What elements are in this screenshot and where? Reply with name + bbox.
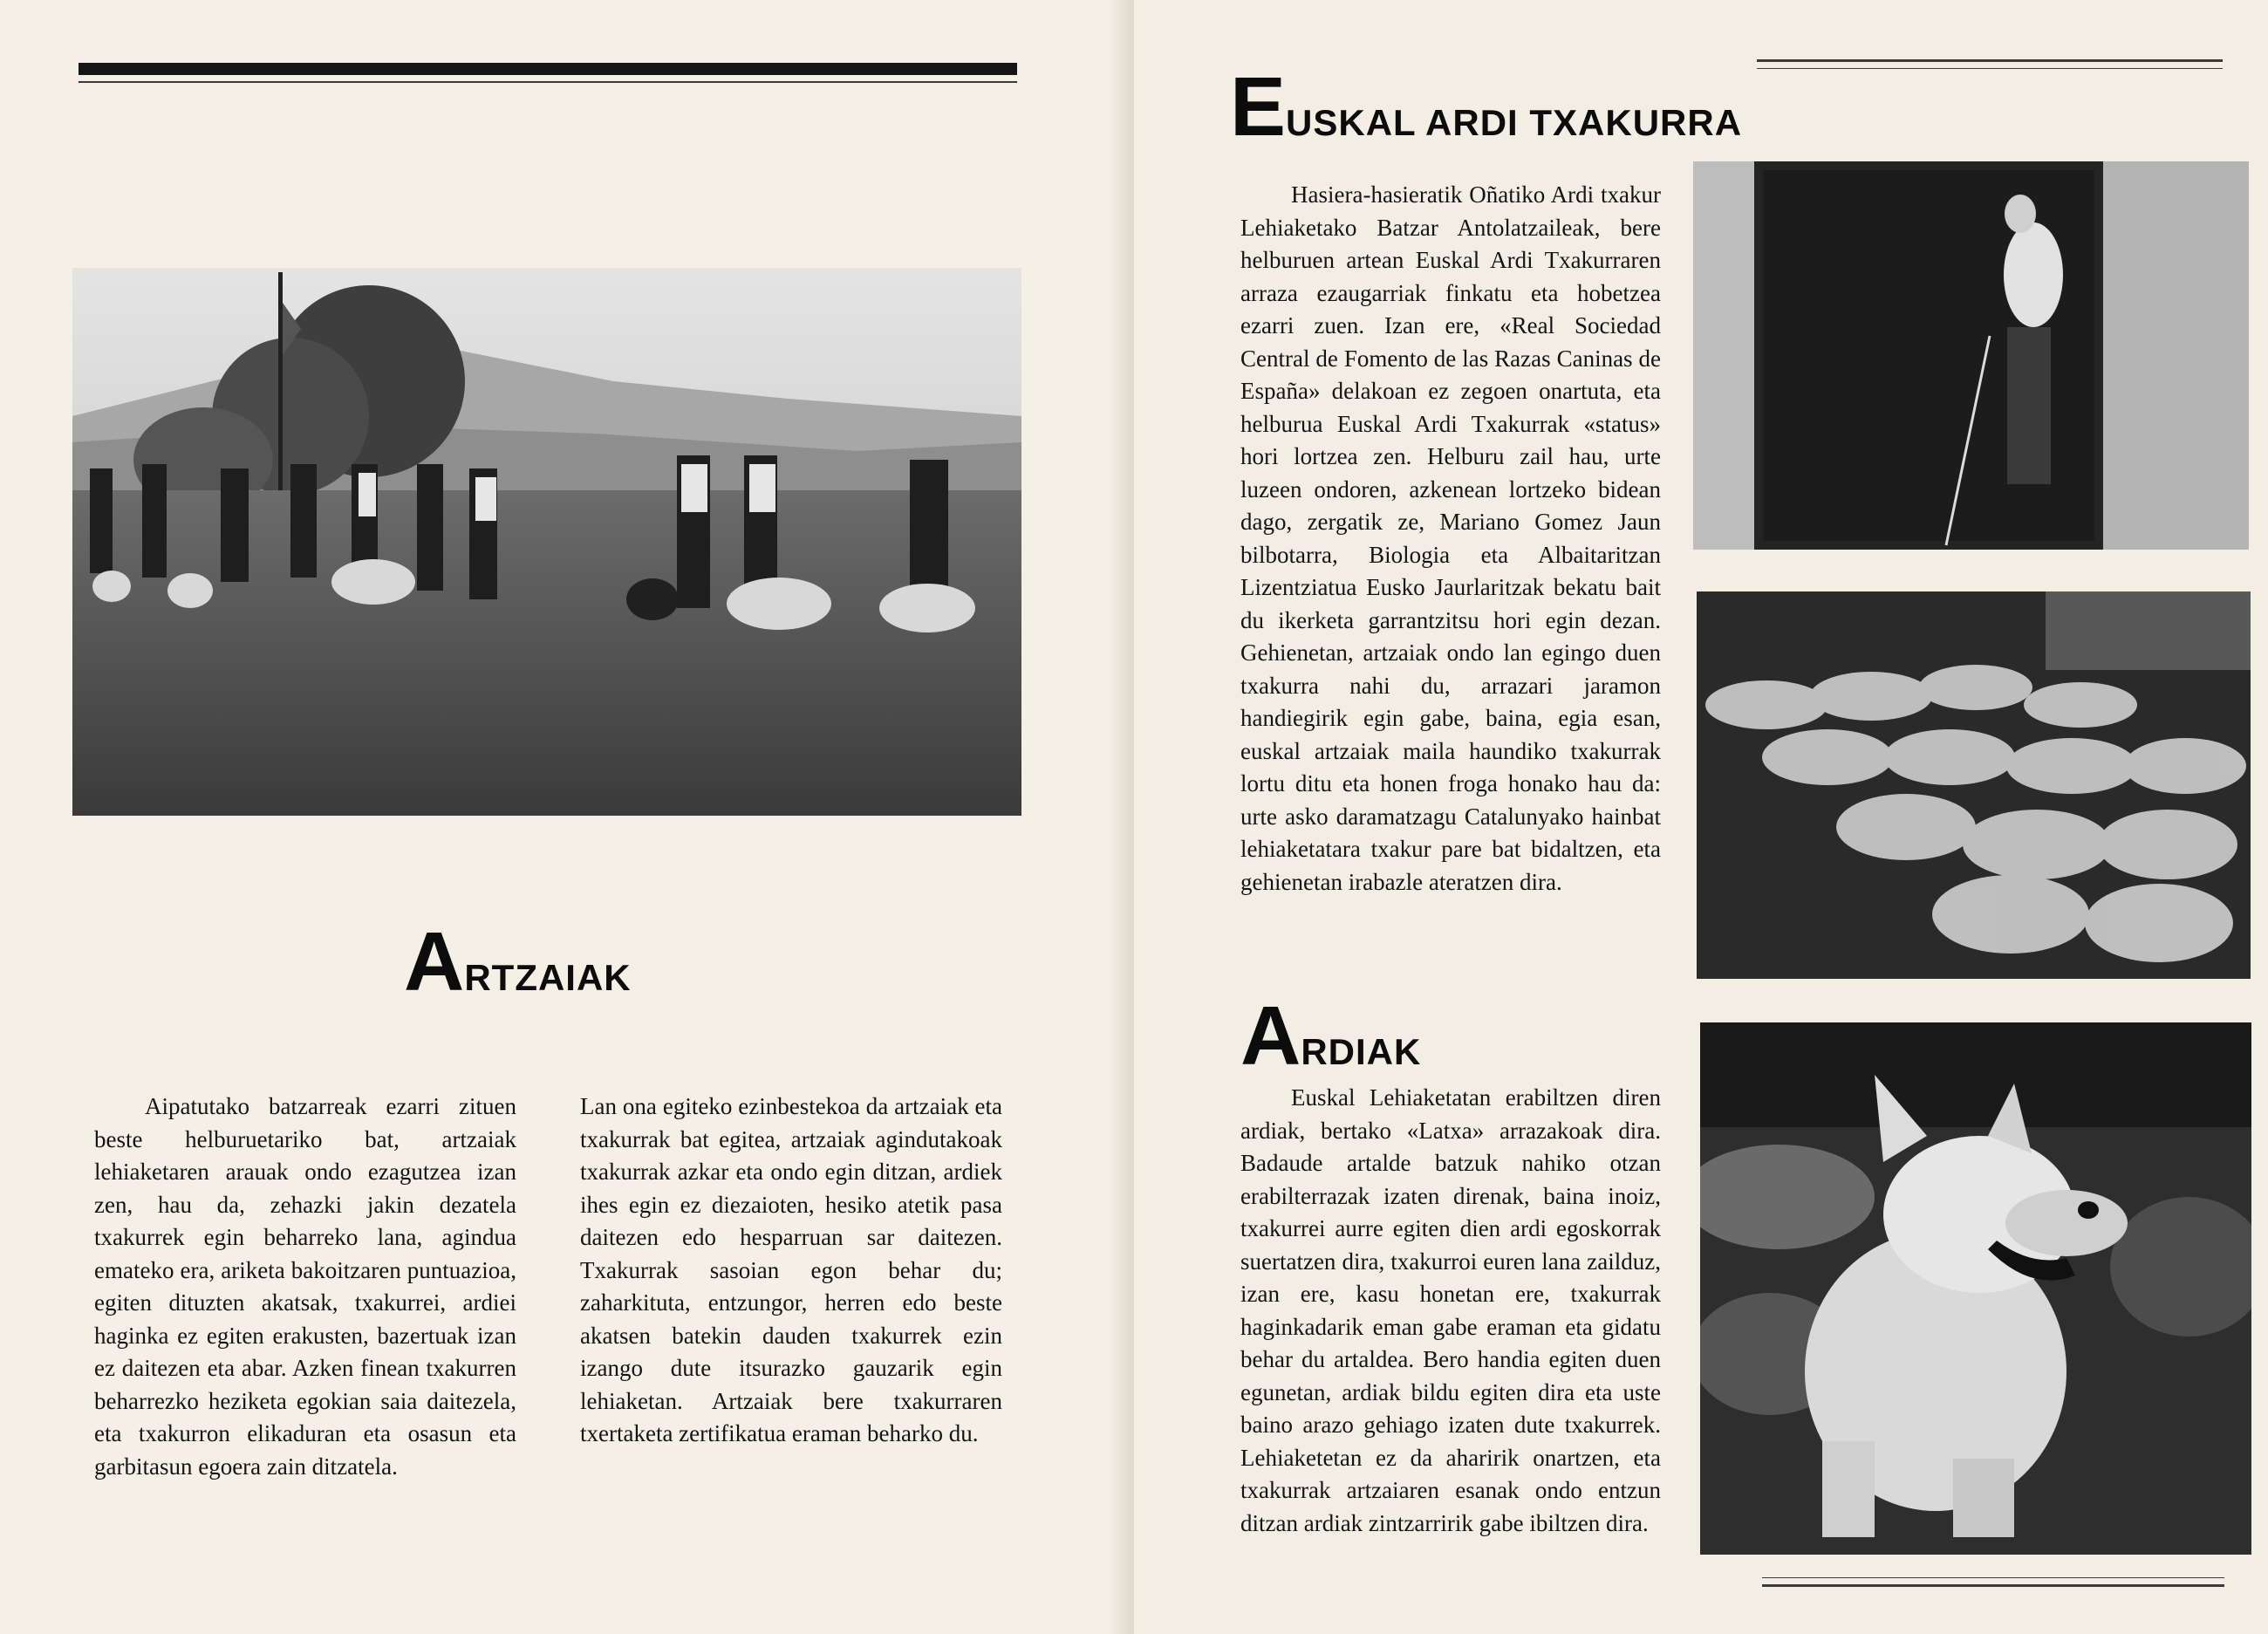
top-rule-right-2: [1757, 68, 2223, 69]
bottom-rule-right-2: [1762, 1584, 2224, 1587]
shepherd-in-doorway-photo: [1693, 161, 2249, 550]
title-initial: E: [1230, 60, 1287, 154]
shepherds-and-dogs-photo: [72, 268, 1021, 816]
ardiak-heading: [1240, 989, 1422, 1083]
bottom-rule-right-1: [1762, 1577, 2224, 1578]
flock-of-sheep-photo: [1697, 591, 2251, 979]
top-rule-thin: [79, 81, 1017, 83]
heading-initial: A: [404, 915, 465, 1008]
artzaiak-heading: [404, 915, 632, 1008]
euskal-ardi-txakurra-heading: [1230, 60, 1743, 154]
right-page: [1134, 0, 2268, 1634]
ardiak-paragraph: Euskal Lehiaketatan erabiltzen diren ardiak, bertako «Latxa» arrazakoak dira. Badaude artalde batzuk nahiko otzan erabilterrazak izaten direnak, baina inoiz, txakurrei aurre egiten dien ardi egoskorrak suertatzen dira, txakurroi euren lana zailduz, izan ere, kasu honetan ere, txakurrak haginkadarik eman gabe eraman eta gidatu behar du artaldea. Bero handia egiten duen egunetan, ardiak bildu egiten dira eta uste baino arazo gehiago izaten dute txakurrek. Lehiaketetan ez da aharirik onartzen, eta txakurrak artzaiaren esanak ondo entzun ditzan ardiak zintzarririk gabe ibiltzen dira.: [1240, 1084, 1661, 1536]
top-rule-thick: [79, 63, 1017, 75]
artzaiak-paragraph-2: Lan ona egiteko ezinbestekoa da artzaiak eta txakurrak bat egitea, artzaiak agindutakoak txakurrak azkar eta ondo egin ditzan, ardiek ihes egin ez diezaioten, hesiko atetik pasa daitezen edo hesparruan sar daitezen. Txakurrak sasoian egon behar du; zaharkituta, entzungor, herren edo beste akatsen batekin dauden txakurrek ezin izango dute itsurazko gauzarik egin lehiaketan. Artzaiak bere txakurraren txertaketa zertifikatua eraman beharko du.: [580, 1093, 1002, 1446]
heading-rest: RDIAK: [1301, 1031, 1422, 1072]
ardiak-column: [1240, 1082, 1661, 1540]
title-rest: USKAL ARDI TXAKURRA: [1286, 102, 1743, 143]
intro-paragraph: Hasiera-hasieratik Oñatiko Ardi txakur Lehiaketako Batzar Antolatzaileak, bere helburuen artean Euskal Ardi Txakurraren arraza ezaugarriak finkatu eta hobetzea ezarri zuen. Izan ere, «Real Sociedad Central de Fomento de las Razas Caninas de España» delakoan ez zegoen onartuta, eta helburua Euskal Ardi Txakurrak «status» hori lortzea zen. Helburu zail hau, urte luzeen ondoren, azkenean lortzeko bidean dago, zergatik ze, Mariano Gomez Jaun bilbotarra, Biologia eta Albaitaritzan Lizentziatua Eusko Jaurlaritzak bekatu bait du ikerketa garrantzitsu hori egin dezan. Gehienetan, artzaiak ondo lan egingo duen txakurra nahi du, arrazari jaramon handiegirik egin gabe, baina, egia esan, euskal artzaiak maila haundiko txakurrak lortu ditu eta honen froga honako hau da: urte asko daramatzagu Catalunyako hainbat lehiaketatara txakur pare bat bidaltzen, eta gehienetan irabazle ateratzen dira.: [1240, 181, 1661, 895]
artzaiak-column-2: [580, 1090, 1002, 1451]
intro-column: [1240, 179, 1661, 899]
artzaiak-column-1: [94, 1090, 516, 1483]
heading-rest: RTZAIAK: [464, 957, 632, 998]
artzaiak-paragraph-1: Aipatutako batzarreak ezarri zituen beste helburuetariko bat, artzaiak lehiaketaren arauak ondo ezagutzea izan zen, hau da, zehazki jakin dezatela txakurrek egin beharreko lana, agindua emateko era, ariketa bakoitzaren puntuazioa, egiten dituzten akatsak, txakurrei, ardiei haginka ez egiten erakusten, bazertuak izan ez daitezen eta abar. Azken finean txakurren beharrezko heziketa egokian saia daitezela, eta txakurron elikaduran eta osasun eta garbitasun egoera zain ditzatela.: [94, 1093, 516, 1480]
top-rule-right-1: [1757, 59, 2223, 62]
heading-initial: A: [1240, 989, 1301, 1083]
sheepdog-portrait-photo: [1700, 1022, 2251, 1555]
